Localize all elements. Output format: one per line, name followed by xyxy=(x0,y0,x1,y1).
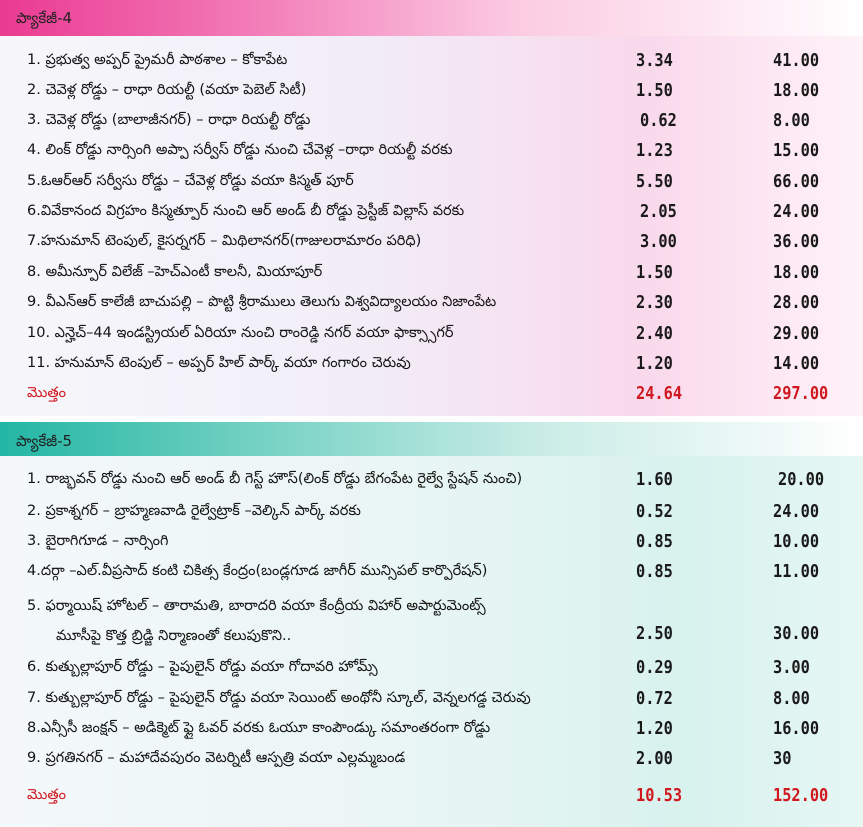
cost-value: 14.00 xyxy=(773,353,820,374)
length-km: 1.23 xyxy=(636,140,673,161)
length-km: 1.20 xyxy=(636,353,673,374)
road-name: 1. ప్రభుత్వ అప్పర్ ప్రైమరీ పాఠశాల – కోకాపేట xyxy=(27,52,288,68)
length-km: 0.29 xyxy=(636,657,673,678)
length-km: 0.52 xyxy=(636,501,673,522)
length-km: 2.05 xyxy=(640,201,677,222)
package-5-header xyxy=(0,422,863,456)
cost-value: 30.00 xyxy=(773,623,820,644)
road-name: 9. వీఎన్ఆర్ కాలేజీ బాచుపల్లి – పొట్టి శ్రీరాములు తెలుగు విశ్వవిద్యాలయం నిజాంపేట xyxy=(27,294,497,310)
length-km: 2.00 xyxy=(636,748,673,769)
length-km: 0.62 xyxy=(640,110,677,131)
cost-value: 28.00 xyxy=(773,292,820,313)
cost-value: 18.00 xyxy=(773,80,820,101)
road-name: 8. అమీన్పూర్ విలేజ్ –హెచ్ఎంటీ కాలనీ, మియాపూర్ xyxy=(27,264,323,280)
length-km: 5.50 xyxy=(636,171,673,192)
table-row xyxy=(0,294,863,324)
table-row xyxy=(0,598,863,654)
cost-value: 3.00 xyxy=(773,657,810,678)
package-4-title: ప్యాకేజీ-4 xyxy=(16,9,73,27)
road-name: 11. హనుమాన్ టెంపుల్ – అప్పర్ హిల్ పార్క్ వయా గంగారం చెరువు xyxy=(27,355,411,371)
road-name: 4. లింక్ రోడ్డు నార్సింగి అప్పా సర్వీస్ రోడ్డు నుంచి చేవెళ్ల –రాధా రియల్టీ వరకు xyxy=(27,142,453,158)
table-row xyxy=(0,355,863,385)
table-row xyxy=(0,112,863,142)
cost-value: 10.00 xyxy=(773,531,820,552)
road-name: 10. ఎన్హెచ్–44 ఇండస్ట్రియల్ ఏరియా నుంచి రాంరెడ్డి నగర్ వయా ఫాక్స్సాగర్ xyxy=(27,325,454,341)
cost-value: 30 xyxy=(773,748,792,769)
length-km: 1.50 xyxy=(636,262,673,283)
table-row xyxy=(0,173,863,203)
table-row xyxy=(0,142,863,172)
road-name: 3. చెవెళ్ల రోడ్డు (బాలాజీనగర్) – రాధా రియల్టీ రోడ్డు xyxy=(27,112,311,128)
table-row xyxy=(0,264,863,294)
length-km: 0.85 xyxy=(636,561,673,582)
cost-value: 18.00 xyxy=(773,262,820,283)
cost-value: 66.00 xyxy=(773,171,820,192)
cost-value: 29.00 xyxy=(773,323,820,344)
cost-value: 20.00 xyxy=(778,469,825,490)
road-name: 3. బైరాగిగూడ – నార్సింగి xyxy=(27,533,169,549)
package-4-header xyxy=(0,0,863,36)
total-km: 10.53 xyxy=(636,785,683,806)
length-km: 0.85 xyxy=(636,531,673,552)
table-row xyxy=(0,82,863,112)
total-label: మొత్తం xyxy=(27,385,66,401)
cost-value: 8.00 xyxy=(773,110,810,131)
road-name: 5. ఫర్మాయిష్ హోటల్ – తారామతి, బారాదరి వయా కేంద్రీయ విహార్ అపార్టుమెంట్స్ xyxy=(27,598,486,614)
table-row xyxy=(0,52,863,82)
table-row xyxy=(0,750,863,780)
length-km: 2.40 xyxy=(636,323,673,344)
cost-value: 11.00 xyxy=(773,561,820,582)
road-name: 6. కుత్బుల్లాపూర్ రోడ్డు – పైపులైన్ రోడ్డు వయా గోదావరి హోమ్స్ xyxy=(27,659,378,675)
total-row xyxy=(0,787,863,817)
length-km: 2.50 xyxy=(636,623,673,644)
table-row xyxy=(0,720,863,750)
package-5-title: ప్యాకేజీ-5 xyxy=(16,432,73,450)
length-km: 3.34 xyxy=(636,50,673,71)
road-name: 2. చెవెళ్ల రోడ్డు – రాధా రియల్టీ (వయా పెబెల్ సిటీ) xyxy=(27,82,307,98)
cost-value: 24.00 xyxy=(773,501,820,522)
table-row xyxy=(0,233,863,263)
table-row xyxy=(0,203,863,233)
total-cost: 152.00 xyxy=(773,785,829,806)
road-name: 9. ప్రగతినగర్ – మహాదేవపురం వెటర్నిటీ ఆస్పత్రి వయా ఎల్లమ్మబండ xyxy=(27,750,406,766)
road-name: 7.హనుమాన్ టెంపుల్, కైసర్నగర్ – మిథిలానగర్(గాజులరామారం పరిధి) xyxy=(27,233,422,249)
length-km: 1.50 xyxy=(636,80,673,101)
table-row xyxy=(0,659,863,689)
length-km: 0.72 xyxy=(636,688,673,709)
cost-value: 8.00 xyxy=(773,688,810,709)
package-4-table xyxy=(0,36,863,416)
cost-value: 15.00 xyxy=(773,140,820,161)
road-name-continued: మూసీపై కొత్త బ్రిడ్జి నిర్మాణంతో కలుపుకొని.. xyxy=(56,628,292,644)
length-km: 3.00 xyxy=(640,231,677,252)
cost-value: 16.00 xyxy=(773,718,820,739)
road-name: 6.వివేకానంద విగ్రహం కిస్మత్పూర్ నుంచి ఆర్ అండ్ బీ రోడ్డు ప్రెస్టీజ్ విల్లాస్ వరకు xyxy=(27,203,465,219)
table-row xyxy=(0,503,863,533)
table-row xyxy=(0,471,863,501)
cost-value: 24.00 xyxy=(773,201,820,222)
length-km: 2.30 xyxy=(636,292,673,313)
road-name: 7. కుత్బుల్లాపూర్ రోడ్డు – పైపులైన్ రోడ్డు వయా సెయింట్ అంథోనీ స్కూల్, వెన్నలగడ్డ చెరువు xyxy=(27,690,531,706)
total-km: 24.64 xyxy=(636,383,683,404)
road-name: 4.దర్గా –ఎల్.వీప్రసాద్ కంటి చికిత్స కేంద్రం(బండ్లగూడ జాగీర్ మున్సిపల్ కార్పొరేషన్) xyxy=(27,563,488,579)
road-name: 2. ప్రకాశ్నగర్ – బ్రాహ్మణవాడి రైల్వేట్రాక్ –వెల్కిన్ పార్క్ వరకు xyxy=(27,503,361,519)
total-cost: 297.00 xyxy=(773,383,829,404)
cost-value: 41.00 xyxy=(773,50,820,71)
total-row xyxy=(0,385,863,415)
cost-value: 36.00 xyxy=(773,231,820,252)
table-row xyxy=(0,325,863,355)
road-name: 8.ఎన్సీసీ జంక్షన్ – అడిక్మెట్ ఫ్లై ఓవర్ వరకు ఓయూ కాంపౌండ్కు సమాంతరంగా రోడ్డు xyxy=(27,720,491,736)
table-row xyxy=(0,690,863,720)
road-name: 5.ఓఆర్ఆర్ సర్వీసు రోడ్డు – చేవెళ్ల రోడ్డు వయా కిస్మత్ పూర్ xyxy=(27,173,354,189)
table-row xyxy=(0,563,863,593)
table-row xyxy=(0,533,863,563)
length-km: 1.60 xyxy=(636,469,673,490)
package-5-table xyxy=(0,456,863,827)
total-label: మొత్తం xyxy=(27,787,66,803)
road-name: 1. రాజ్భవన్ రోడ్డు నుంచి ఆర్ అండ్ బీ గెస్ట్ హౌస్(లింక్ రోడ్డు బేగంపేట రైల్వే స్టేషన్ నుంచి) xyxy=(27,471,523,487)
length-km: 1.20 xyxy=(636,718,673,739)
